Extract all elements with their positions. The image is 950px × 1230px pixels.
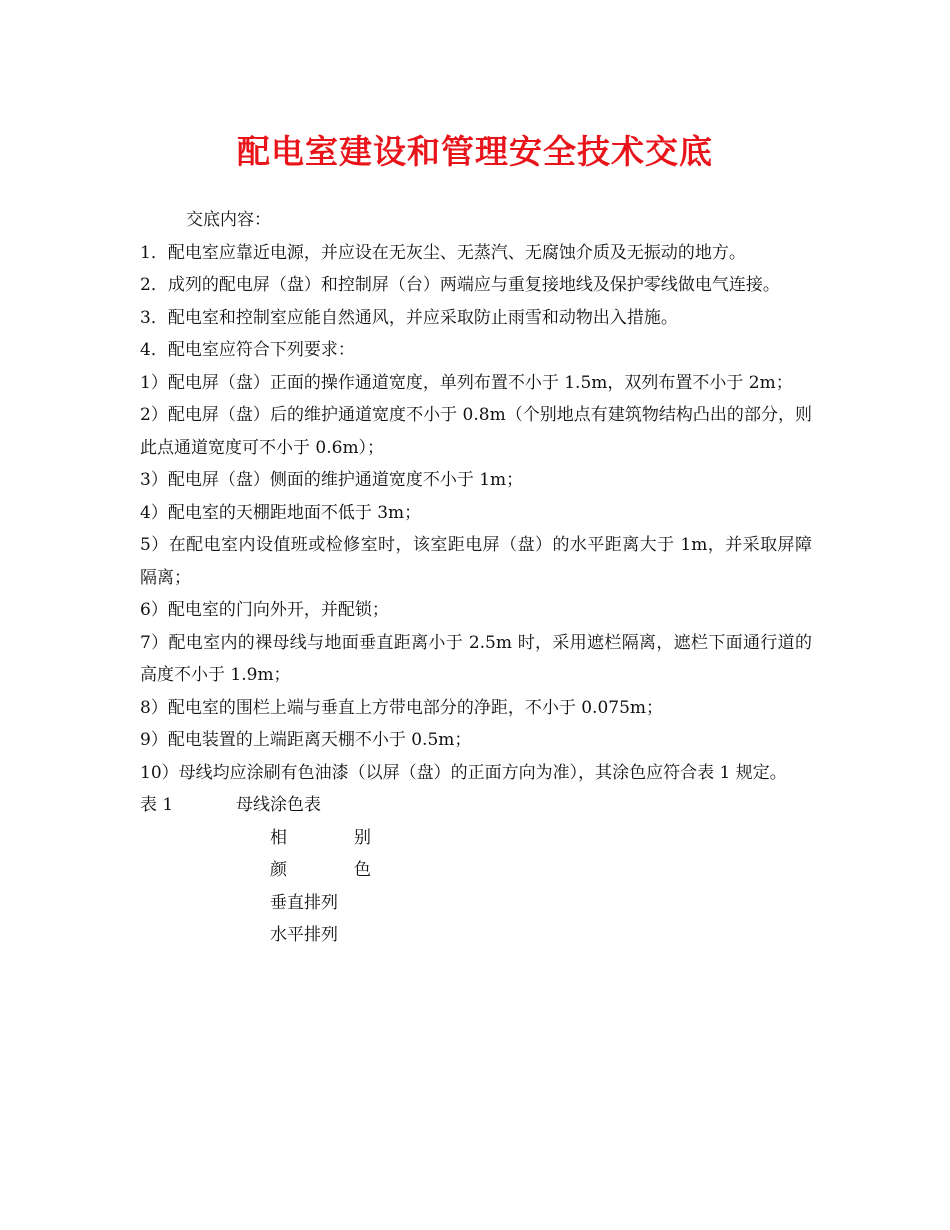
document-title: 配电室建设和管理安全技术交底 bbox=[237, 132, 713, 171]
subitem-7: 7）配电室内的裸母线与地面垂直距离小于 2.5m 时，采用遮栏隔离，遮栏下面通行道的高度不小于 1.9m； bbox=[140, 632, 812, 685]
subitem-6: 6）配电室的门向外开，并配锁； bbox=[140, 600, 389, 620]
table-row bbox=[270, 887, 812, 920]
item-2: 2．成列的配电屏（盘）和控制屏（台）两端应与重复接地线及保护零线做电气连接。 bbox=[140, 275, 780, 295]
subitem-9: 9）配电装置的上端距离天棚不小于 0.5m； bbox=[140, 730, 472, 750]
document-body bbox=[140, 204, 812, 952]
table-row bbox=[270, 822, 812, 855]
table-caption bbox=[140, 789, 812, 822]
table-cell: 水平排列 bbox=[270, 925, 338, 945]
subitem-3: 3）配电屏（盘）侧面的维护通道宽度不小于 1m； bbox=[140, 470, 524, 490]
subitem-4: 4）配电室的天棚距地面不低于 3m； bbox=[140, 502, 422, 523]
table-cell: 相 bbox=[270, 827, 287, 848]
table-cell bbox=[354, 887, 394, 920]
bus-color-table bbox=[270, 822, 812, 952]
subitem-1: 1）配电屏（盘）正面的操作通道宽度，单列布置不小于 1.5m，双列布置不小于 2m； bbox=[140, 372, 793, 393]
subitem-10: 10）母线均应涂刷有色油漆（以屏（盘）的正面方向为准），其涂色应符合表 1 规定。 bbox=[140, 762, 787, 783]
table-row bbox=[270, 854, 812, 887]
table-cell: 色 bbox=[354, 860, 371, 880]
table-cell bbox=[354, 919, 394, 952]
table-cell: 垂直排列 bbox=[270, 892, 338, 913]
table-caption-title: 母线涂色表 bbox=[236, 795, 321, 815]
table-cell: 颜 bbox=[270, 860, 287, 880]
subitem-8: 8）配电室的围栏上端与垂直上方带电部分的净距，不小于 0.075m； bbox=[140, 697, 664, 718]
item-4: 4．配电室应符合下列要求： bbox=[140, 340, 355, 360]
subitem-5: 5）在配电室内设值班或检修室时，该室距电屏（盘）的水平距离大于 1m，并采取屏障隔离； bbox=[140, 535, 812, 588]
subitem-2: 2）配电屏（盘）后的维护通道宽度不小于 0.8m（个别地点有建筑物结构凸出的部分，则此点通道宽度可不小于 0.6m）； bbox=[140, 405, 812, 458]
item-1: 1．配电室应靠近电源，并应设在无灰尘、无蒸汽、无腐蚀介质及无振动的地方。 bbox=[140, 242, 746, 263]
table-cell: 别 bbox=[354, 827, 371, 848]
intro-label: 交底内容： bbox=[186, 210, 271, 230]
item-3: 3．配电室和控制室应能自然通风，并应采取防止雨雪和动物出入措施。 bbox=[140, 307, 678, 328]
table-row bbox=[270, 919, 812, 952]
table-caption-number: 表 1 bbox=[140, 795, 174, 815]
